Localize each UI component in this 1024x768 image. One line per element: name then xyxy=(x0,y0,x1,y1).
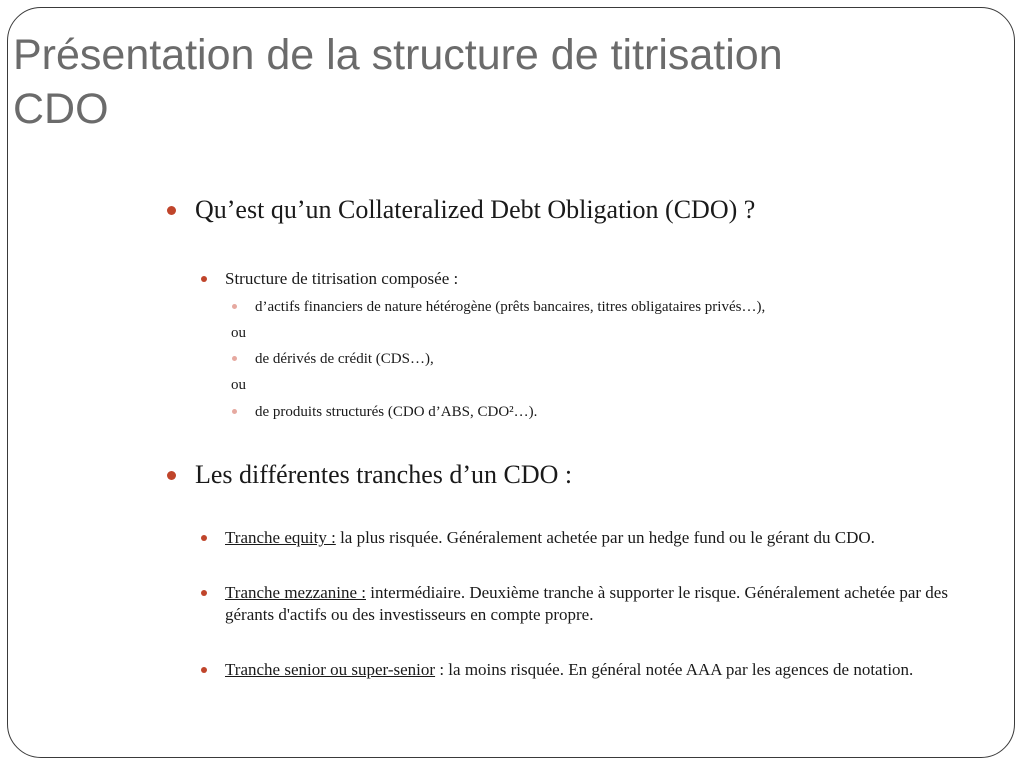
bullet-dot xyxy=(167,206,176,215)
tranche-senior xyxy=(225,659,995,681)
bullet-text: Les différentes tranches d’un CDO : xyxy=(195,460,573,489)
tranche-label: Tranche senior ou super-senior xyxy=(225,660,436,679)
bullet-dot xyxy=(201,535,207,541)
bullet-dot xyxy=(232,356,237,361)
bullet-dot xyxy=(232,409,237,414)
tranche-text: la plus risquée. Généralement achetée par un hedge fund ou le gérant du CDO. xyxy=(335,528,875,547)
title-line-2: CDO xyxy=(13,85,109,133)
bullet-text: Qu’est qu’un Collateralized Debt Obligation (CDO) ? xyxy=(195,195,756,224)
tranche-label: Tranche mezzanine : xyxy=(225,583,366,602)
tranche-text: intermédiaire. Deuxième tranche à supporter le risque. Généralement achetée par des gérants d'actifs ou des investisseurs en compte propre. xyxy=(225,583,948,624)
connector-ou: ou xyxy=(231,325,246,341)
list-item-text: de dérivés de crédit (CDS…), xyxy=(255,351,434,367)
list-item-text: d’actifs financiers de nature hétérogène (prêts bancaires, titres obligataires privés…), xyxy=(255,299,766,315)
bullet-dot xyxy=(167,471,176,480)
list-item xyxy=(255,297,765,317)
list-item-text: de produits structurés (CDO d’ABS, CDO²…). xyxy=(255,404,538,420)
bullet-structure xyxy=(225,268,458,290)
bullet-text: Structure de titrisation composée : xyxy=(225,269,459,288)
bullet-dot xyxy=(232,304,237,309)
tranche-text: : la moins risquée. En général notée AAA par les agences de notation. xyxy=(435,660,914,679)
bullet-tranches xyxy=(195,460,572,490)
tranche-mezzanine xyxy=(225,582,995,626)
list-item xyxy=(255,402,537,422)
tranche-label: Tranche equity : xyxy=(225,528,336,547)
bullet-dot xyxy=(201,590,207,596)
title-line-1: Présentation de la structure de titrisation xyxy=(13,31,783,79)
bullet-dot xyxy=(201,667,207,673)
tranche-equity xyxy=(225,527,1015,549)
bullet-dot xyxy=(201,276,207,282)
connector-ou: ou xyxy=(231,377,246,393)
bullet-cdo-definition xyxy=(195,195,755,225)
list-item xyxy=(255,349,434,369)
